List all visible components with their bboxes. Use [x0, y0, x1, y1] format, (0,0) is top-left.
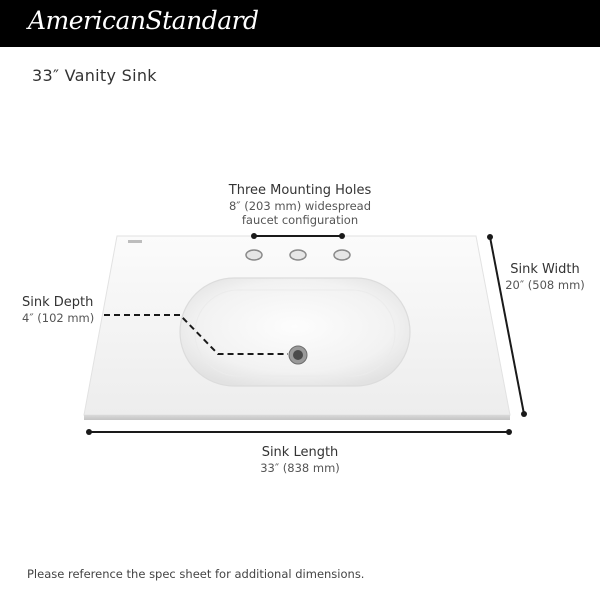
faucet-hole-left	[246, 250, 262, 260]
sink-length-detail: 33″ (838 mm)	[260, 461, 340, 475]
sink-width-callout	[490, 262, 600, 292]
sink-width-label: Sink Width	[510, 262, 580, 277]
faucet-hole-right	[334, 250, 350, 260]
brand-logo-text: AmericanStandard	[28, 6, 259, 35]
product-title: 33″ Vanity Sink	[32, 66, 157, 85]
spec-sheet-note: Please reference the spec sheet for additional dimensions.	[27, 567, 365, 581]
mounting-holes-label: Three Mounting Holes	[228, 183, 372, 198]
sink-length-dimension-line	[86, 429, 512, 435]
mounting-holes-detail-1: 8″ (203 mm) widespread	[228, 199, 372, 213]
slab-brand-mark	[128, 240, 142, 243]
sink-bowl	[180, 278, 410, 386]
sink-depth-callout	[8, 295, 132, 325]
sink-width-detail: 20″ (508 mm)	[505, 278, 585, 292]
mounting-holes-callout	[200, 183, 400, 227]
sink-length-callout	[200, 445, 400, 475]
sink-depth-detail: 4″ (102 mm)	[22, 311, 95, 325]
mounting-holes-detail-2: faucet configuration	[241, 213, 359, 227]
sink-length-label: Sink Length	[261, 445, 339, 460]
drain-center	[293, 350, 303, 360]
faucet-hole-center	[290, 250, 306, 260]
sink-front-edge	[84, 415, 510, 420]
sink-depth-label: Sink Depth	[22, 295, 94, 310]
